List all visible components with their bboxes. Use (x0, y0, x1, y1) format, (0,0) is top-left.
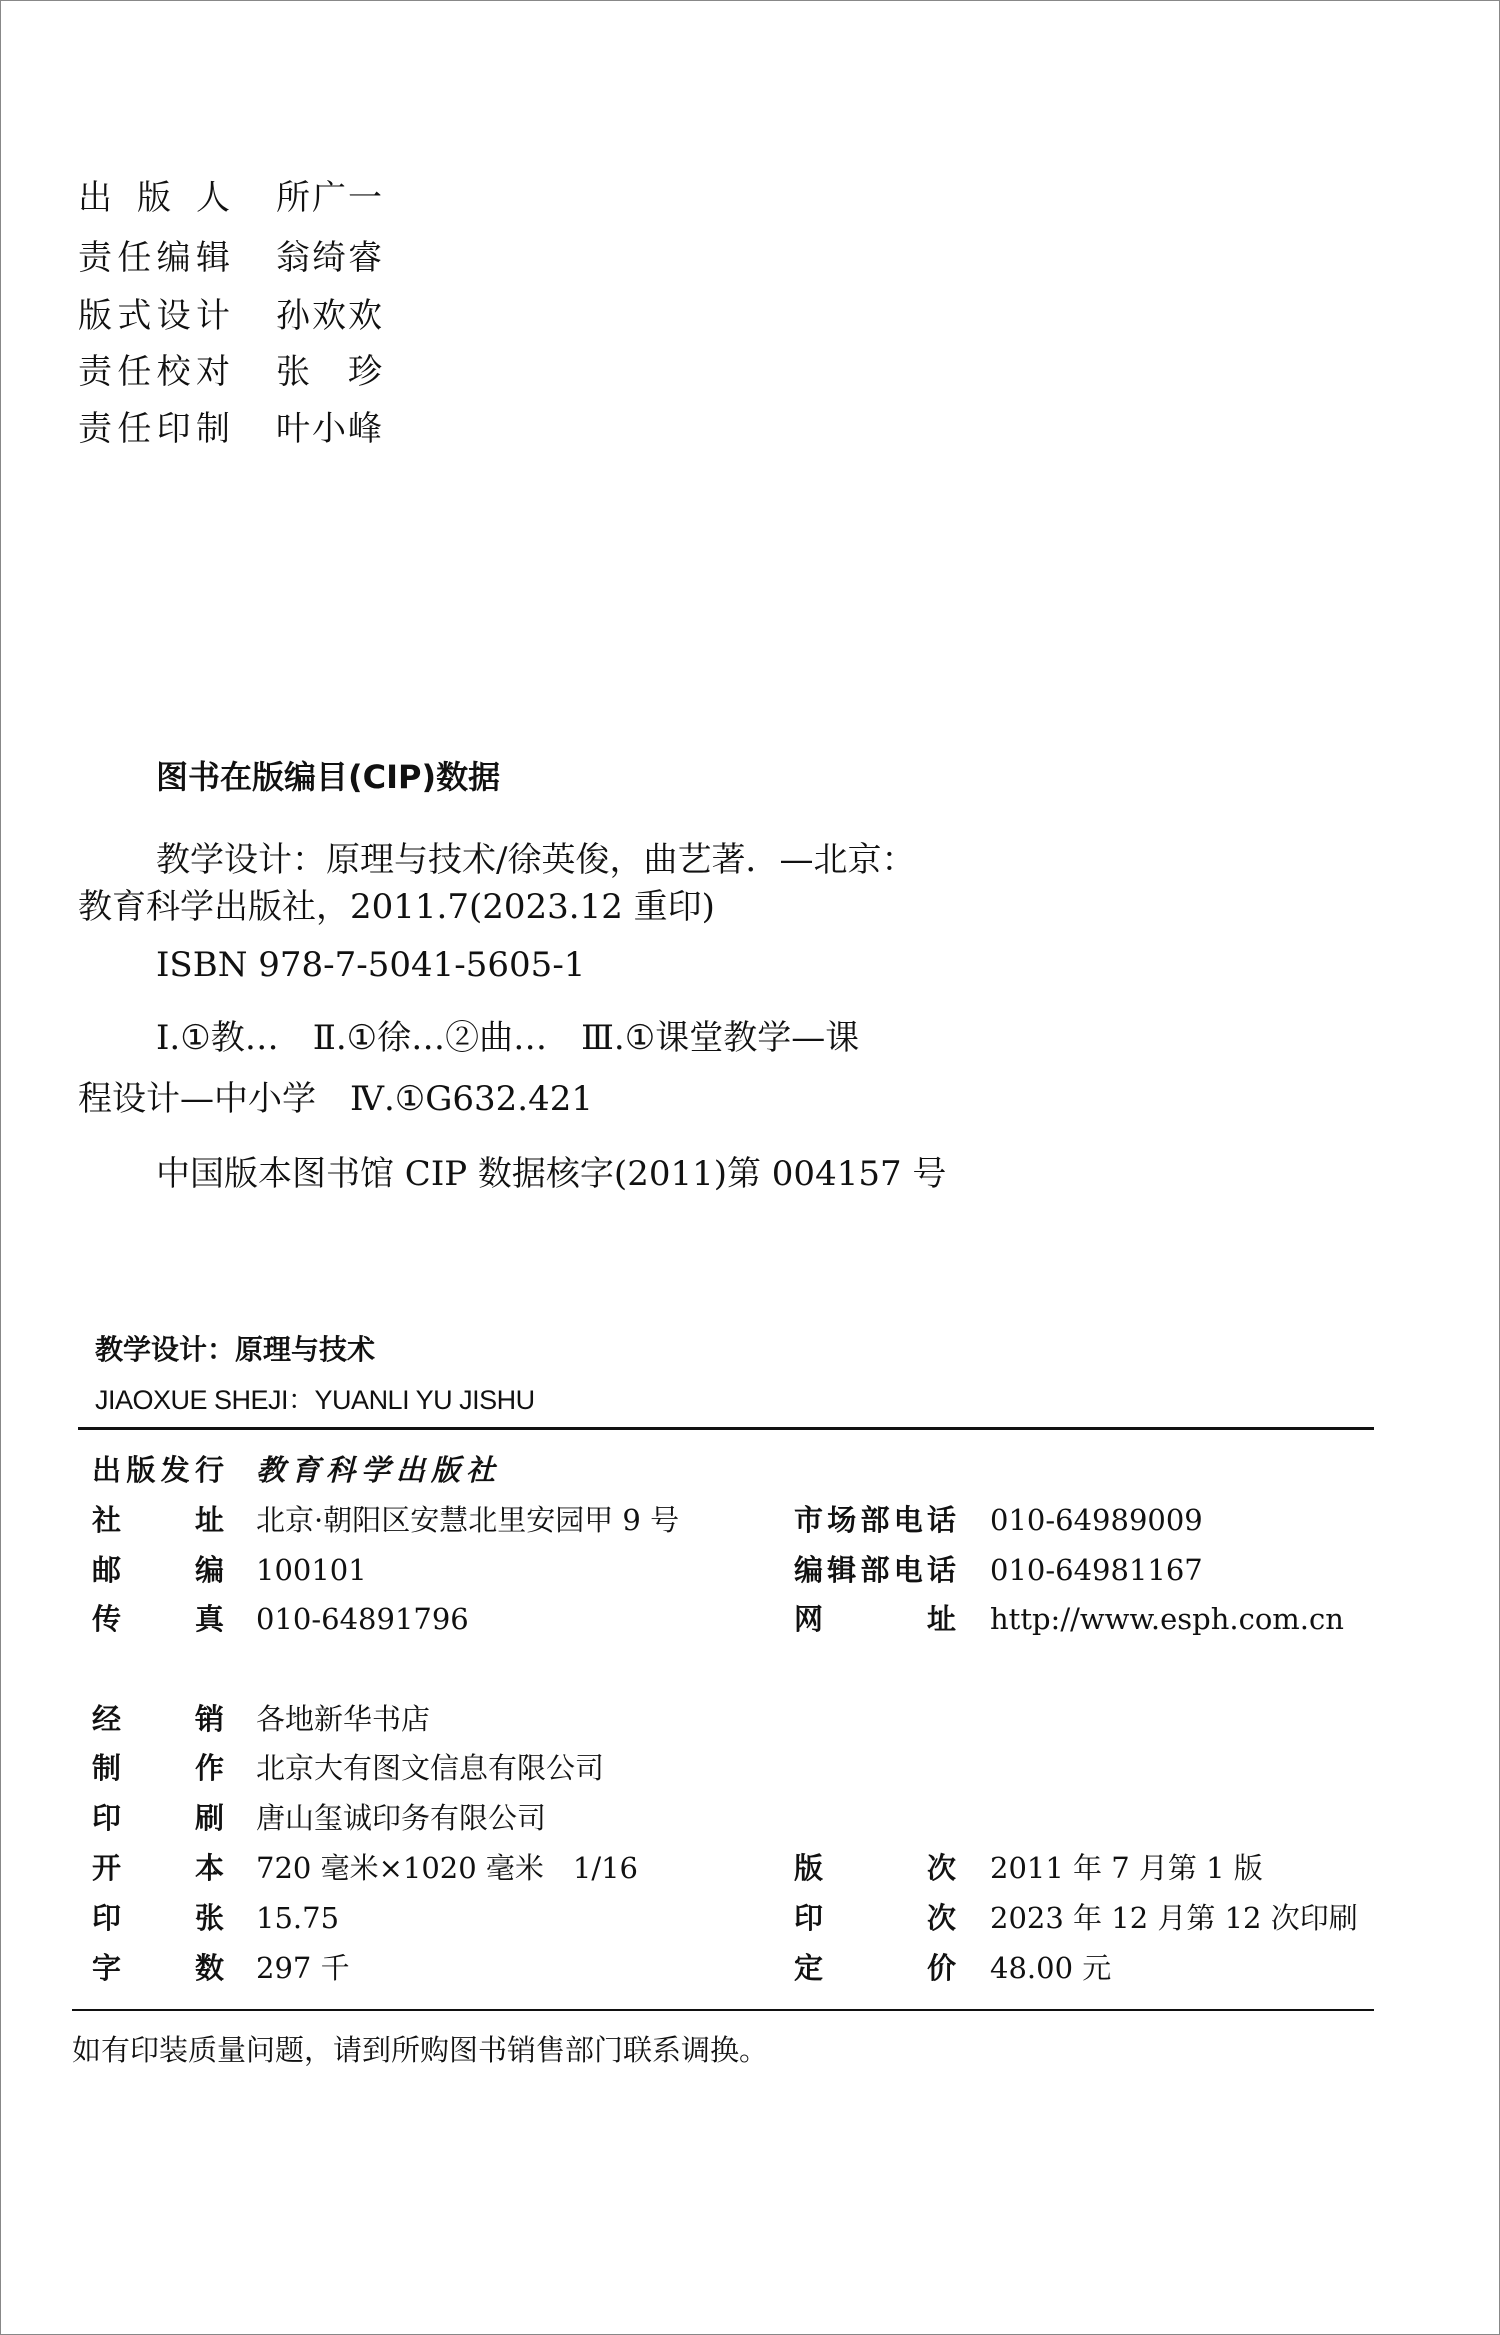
row-value: 北京·朝阳区安慧北里安园甲 9 号 (256, 1503, 680, 1537)
info-row (0, 1750, 1500, 1786)
publisher-row (0, 1452, 1500, 1488)
row-label: 版次 (794, 1851, 956, 1885)
staff-value: 翁绮睿 (276, 238, 384, 278)
row-label: 出版发行 (92, 1453, 224, 1487)
row-value: 720 毫米×1020 毫米 1/16 (256, 1851, 639, 1885)
row-value: 010-64989009 (990, 1503, 1203, 1537)
row-label: 编辑部电话 (794, 1553, 956, 1587)
divider-top (78, 1427, 1374, 1430)
info-row (0, 1850, 1500, 1886)
book-title: 教学设计：原理与技术 (95, 1333, 376, 1366)
row-value: 100101 (256, 1553, 367, 1587)
row-label: 印刷 (92, 1801, 224, 1835)
info-row (0, 1800, 1500, 1836)
cip-isbn: ISBN 978-7-5041-5605-1 (156, 945, 586, 985)
staff-label: 责任编辑 (78, 238, 230, 278)
cip-line: 教育科学出版社，2011.7(2023.12 重印) (78, 887, 715, 927)
cip-title: 图书在版编目(CIP)数据 (156, 758, 501, 796)
staff-label: 版式设计 (78, 296, 230, 336)
cip-line: 教学设计：原理与技术/徐英俊，曲艺著．—北京： (156, 840, 916, 880)
footer-notice: 如有印装质量问题，请到所购图书销售部门联系调换。 (72, 2033, 769, 2067)
info-row (0, 1552, 1500, 1588)
row-label: 经销 (92, 1702, 224, 1736)
staff-layout-design (78, 296, 384, 336)
row-label: 定价 (794, 1951, 956, 1985)
staff-editor (78, 238, 384, 278)
book-pinyin-title: JIAOXUE SHEJI：YUANLI YU JISHU (95, 1385, 535, 1415)
row-value: 2011 年 7 月第 1 版 (990, 1851, 1263, 1885)
staff-value: 叶小峰 (276, 409, 384, 449)
staff-publisher (78, 178, 384, 218)
website-link[interactable]: http://www.esph.com.cn (990, 1602, 1344, 1636)
row-label: 字数 (92, 1951, 224, 1985)
row-label: 市场部电话 (794, 1503, 956, 1537)
info-row (0, 1502, 1500, 1538)
staff-label: 出版人 (78, 178, 230, 218)
row-value: 2023 年 12 月第 12 次印刷 (990, 1901, 1358, 1935)
info-row (0, 1900, 1500, 1936)
staff-label: 责任校对 (78, 352, 230, 392)
staff-value: 张 珍 (276, 352, 384, 392)
staff-value: 所广一 (276, 178, 384, 218)
row-label: 传真 (92, 1602, 224, 1636)
staff-printing (78, 409, 384, 449)
info-row (0, 1601, 1500, 1637)
info-row (0, 1701, 1500, 1737)
row-label: 社址 (92, 1503, 224, 1537)
row-value: 48.00 元 (990, 1951, 1112, 1985)
row-label: 邮编 (92, 1553, 224, 1587)
row-value: 各地新华书店 (256, 1702, 431, 1736)
row-label: 印次 (794, 1901, 956, 1935)
info-row (0, 1950, 1500, 1986)
row-label: 制作 (92, 1751, 224, 1785)
row-value: 010-64891796 (256, 1602, 469, 1636)
row-label: 印张 (92, 1901, 224, 1935)
staff-label: 责任印制 (78, 409, 230, 449)
row-value: 010-64981167 (990, 1553, 1203, 1587)
publisher-logo: 教育科学出版社 (256, 1453, 502, 1487)
row-label: 开本 (92, 1851, 224, 1885)
divider-bottom (72, 2009, 1374, 2011)
row-label: 网址 (794, 1602, 956, 1636)
cip-record-number: 中国版本图书馆 CIP 数据核字(2011)第 004157 号 (156, 1154, 947, 1194)
cip-line: Ⅰ.①教… Ⅱ.①徐…②曲… Ⅲ.①课堂教学—课 (156, 1018, 860, 1058)
row-value: 297 千 (256, 1951, 350, 1985)
cip-line: 程设计—中小学 Ⅳ.①G632.421 (78, 1079, 594, 1119)
row-value: 15.75 (256, 1901, 340, 1935)
row-value: 唐山玺诚印务有限公司 (256, 1801, 547, 1835)
staff-value: 孙欢欢 (276, 296, 384, 336)
row-value: 北京大有图文信息有限公司 (256, 1751, 605, 1785)
staff-proofreader (78, 352, 384, 392)
